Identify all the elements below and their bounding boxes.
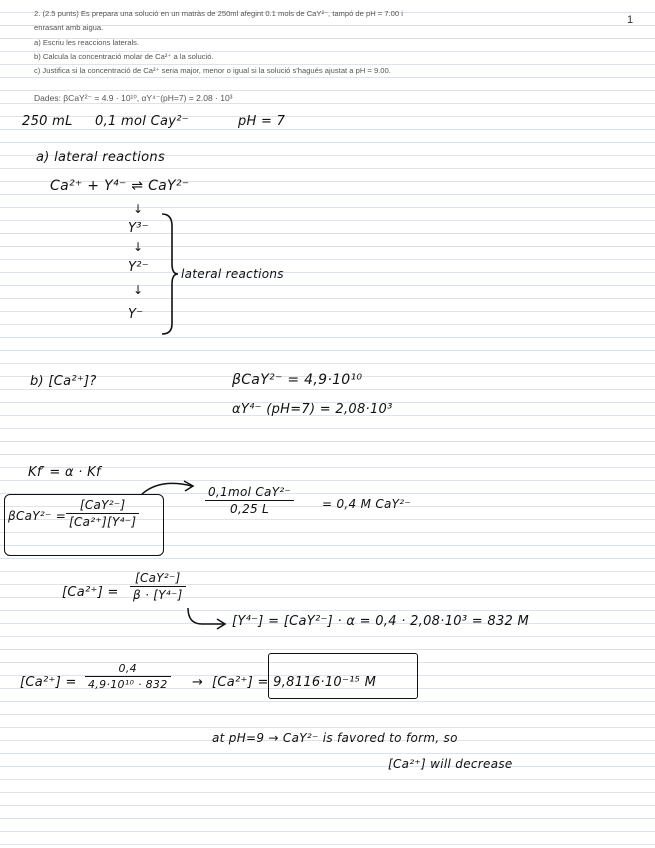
final-fraction: [85, 662, 171, 691]
beta-value: βCaY²⁻ = 4,9·10¹⁰: [232, 372, 363, 388]
ca-denominator: β · [Y⁴⁻]: [133, 588, 183, 602]
final-numerator: 0,4: [85, 662, 171, 677]
lateral-brace: [158, 212, 180, 337]
brace-label: lateral reactions: [181, 267, 284, 281]
beta-denominator: [Ca²⁺][Y⁴⁻]: [69, 515, 137, 529]
note-ph: pH = 7: [238, 114, 286, 129]
ca-fraction: [130, 571, 186, 602]
conc-denominator: 0,25 L: [230, 502, 270, 516]
conc-fraction: [205, 485, 294, 516]
note-moles: 0,1 mol Cay²⁻: [95, 114, 189, 129]
question-part-c: c) Justifica si la concentració de Ca²⁺ seria major, menor o igual si la solució s'hagués ajustat a pH = 9.00.: [34, 66, 391, 75]
question-part-b: b) Calcula la concentració molar de Ca²⁺ a la solució.: [34, 52, 214, 61]
beta-lhs: βCaY²⁻ =: [8, 509, 67, 523]
part-c-line-1: at pH=9 → CaY²⁻ is favored to form, so: [212, 731, 458, 745]
chain-arrow-1: ↓: [133, 202, 144, 216]
conc-numerator: 0,1mol CaY²⁻: [205, 485, 294, 501]
alpha-value: αY⁴⁻ (pH=7) = 2,08·10³: [232, 402, 393, 417]
question-line-2: enrasant amb aigua.: [34, 23, 104, 32]
chain-species-1: Y³⁻: [128, 221, 149, 236]
hook-arrow-icon: [186, 606, 230, 630]
question-part-a: a) Escriu les reaccions laterals.: [34, 38, 140, 47]
question-line-1: 2. (2.5 punts) Es prepara una solució en un matràs de 250ml afegint 0.1 mols de CaY²⁻, tampó de pH = 7.00 i: [34, 9, 403, 18]
curved-arrow-icon: [140, 476, 200, 498]
ca-numerator: [CaY²⁻]: [130, 571, 186, 587]
final-result: [Ca²⁺] = 9,8116·10⁻¹⁵ M: [212, 675, 377, 690]
final-denominator: 4,9·10¹⁰ · 832: [88, 678, 168, 691]
note-volume: 250 mL: [22, 114, 73, 129]
chain-arrow-2: ↓: [133, 240, 144, 254]
part-a-label: a) lateral reactions: [36, 150, 166, 165]
y4-calculation: [Y⁴⁻] = [CaY²⁻] · α = 0,4 · 2,08·10³ = 832 M: [232, 614, 530, 629]
part-a-equation: Ca²⁺ + Y⁴⁻ ⇌ CaY²⁻: [50, 178, 190, 194]
chain-arrow-3: ↓: [133, 283, 144, 297]
final-arrow: →: [192, 675, 204, 690]
kf-relation: Kf′ = α · Kf: [28, 465, 101, 480]
ca-lhs: [Ca²⁺] =: [62, 585, 119, 600]
chain-species-2: Y²⁻: [128, 260, 149, 275]
final-lhs: [Ca²⁺] =: [20, 675, 77, 690]
page-number: 1: [627, 14, 634, 26]
chain-species-3: Y⁻: [128, 307, 144, 322]
question-given-data: Dades: βCaY²⁻ = 4.9 · 10¹⁰, αY⁴⁻(pH=7) = 2.08 · 10³: [34, 93, 233, 103]
beta-numerator: [CaY²⁻]: [66, 498, 139, 514]
beta-fraction: [66, 498, 139, 529]
part-c-line-2: [Ca²⁺] will decrease: [388, 757, 513, 771]
part-b-label: b) [Ca²⁺]?: [30, 374, 97, 389]
conc-result: = 0,4 M CaY²⁻: [322, 497, 412, 511]
